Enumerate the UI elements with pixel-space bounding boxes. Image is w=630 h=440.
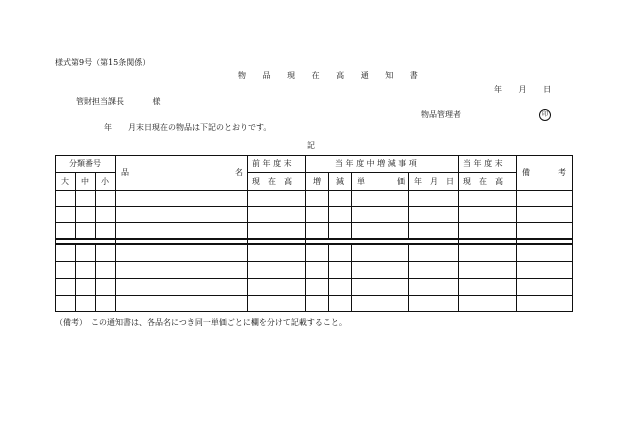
row-rule [55, 278, 573, 279]
col-rule [328, 172, 329, 239]
header-hin: 品 [121, 168, 129, 177]
col-rule [115, 155, 116, 312]
form-number: 様式第9号（第15条関係） [55, 58, 151, 67]
header-remarks-2: 考 [558, 168, 566, 177]
row-rule [55, 222, 573, 223]
seal-icon: 印 [539, 109, 551, 121]
header-rule [247, 172, 516, 173]
header-sho: 小 [101, 177, 109, 186]
header-classification: 分類番号 [69, 159, 101, 168]
table-border-bottom [55, 311, 573, 312]
header-unit: 単 [357, 177, 365, 186]
header-chu: 中 [81, 177, 89, 186]
col-rule [328, 244, 329, 312]
inventory-table [55, 155, 573, 312]
col-rule [408, 172, 409, 239]
header-rule [55, 172, 115, 173]
ki-label: 記 [307, 141, 315, 150]
header-price: 価 [397, 177, 405, 186]
header-remarks-1: 備 [522, 168, 530, 177]
col-rule [351, 172, 352, 239]
header-dai: 大 [61, 177, 69, 186]
addressee: 管財担当課長 様 [76, 97, 161, 106]
header-curr-current: 現 在 高 [463, 177, 503, 186]
col-rule [458, 155, 459, 312]
row-rule [55, 295, 573, 296]
header-curr-year-end: 当 年 度 末 [463, 159, 503, 168]
header-prev-year-end: 前 年 度 末 [252, 159, 292, 168]
header-increase: 増 [313, 177, 321, 186]
row-rule [55, 261, 573, 262]
document-title: 物 品 現 在 高 通 知 書 [238, 71, 425, 80]
col-rule [95, 172, 96, 239]
thick-separator [55, 243, 573, 245]
header-decrease: 減 [336, 177, 344, 186]
manager-label: 物品管理者 [421, 110, 461, 119]
col-rule [351, 244, 352, 312]
col-rule [247, 155, 248, 312]
date-line: 年 月 日 [494, 85, 552, 94]
col-rule [516, 155, 517, 312]
header-mei: 名 [235, 168, 243, 177]
col-rule [408, 244, 409, 312]
header-prev-current: 現 在 高 [252, 177, 292, 186]
col-rule [95, 244, 96, 312]
table-border-left [55, 155, 56, 312]
header-changes: 当 年 度 中 増 減 事 項 [335, 159, 417, 168]
table-border-right [572, 155, 573, 312]
table-border-top [55, 155, 573, 156]
row-rule [55, 206, 573, 207]
thick-separator [55, 238, 573, 240]
header-date: 年 月 日 [414, 177, 454, 186]
footer-note: （備考） この通知書は、各品名につき同一単価ごとに欄を分けて記載すること。 [55, 318, 347, 327]
col-rule [75, 244, 76, 312]
col-rule [75, 172, 76, 239]
header-bottom-rule [55, 190, 573, 191]
col-rule [305, 155, 306, 312]
statement: 年 月末日現在の物品は下記のとおりです。 [104, 123, 272, 132]
